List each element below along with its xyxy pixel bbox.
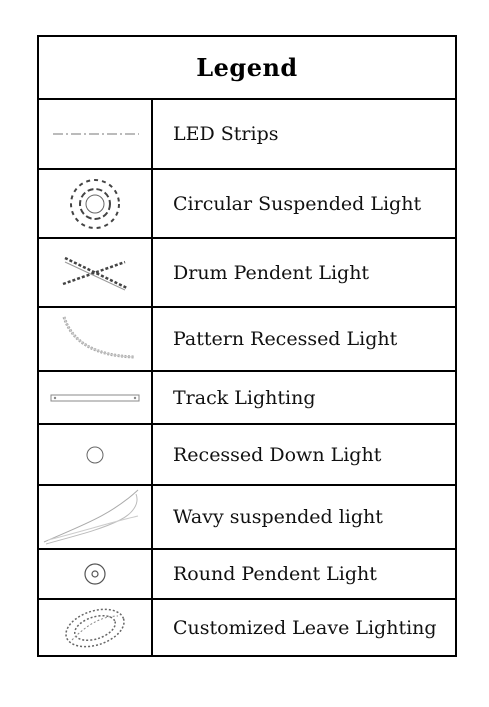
legend-table <box>37 35 457 657</box>
circular-suspended-light-icon <box>39 170 151 237</box>
legend-row-recessed-down-light <box>39 425 455 484</box>
wavy-suspended-light-icon <box>39 486 151 548</box>
legend-label: Circular Suspended Light <box>173 192 422 215</box>
legend-row-circular-suspended-light <box>39 170 455 237</box>
legend-row-led-strips <box>39 100 455 168</box>
customized-leave-lighting-icon <box>39 600 151 655</box>
led-strips-icon <box>39 100 151 168</box>
legend-row-track-lighting <box>39 372 455 423</box>
legend-label: LED Strips <box>173 123 279 145</box>
round-pendent-light-icon <box>39 550 151 598</box>
legend-label: Round Pendent Light <box>173 563 377 585</box>
drum-pendent-light-icon <box>39 239 151 306</box>
legend-row-wavy-suspended-light <box>39 486 455 548</box>
legend-header <box>39 37 455 100</box>
legend-row-pattern-recessed-light <box>39 308 455 370</box>
recessed-down-light-icon <box>39 425 151 484</box>
legend-row-drum-pendent-light <box>39 239 455 306</box>
legend-label: Wavy suspended light <box>173 506 383 528</box>
legend-title: Legend <box>196 53 298 82</box>
legend-label: Recessed Down Light <box>173 443 382 466</box>
legend-label: Drum Pendent Light <box>173 261 370 284</box>
legend-label: Pattern Recessed Light <box>173 328 398 350</box>
legend-row-round-pendent-light <box>39 550 455 598</box>
legend-label: Track Lighting <box>173 386 316 409</box>
legend-row-customized-leave-lighting <box>39 600 455 655</box>
legend-label: Customized Leave Lighting <box>173 616 437 639</box>
track-lighting-icon <box>39 372 151 423</box>
pattern-recessed-light-icon <box>39 308 151 370</box>
